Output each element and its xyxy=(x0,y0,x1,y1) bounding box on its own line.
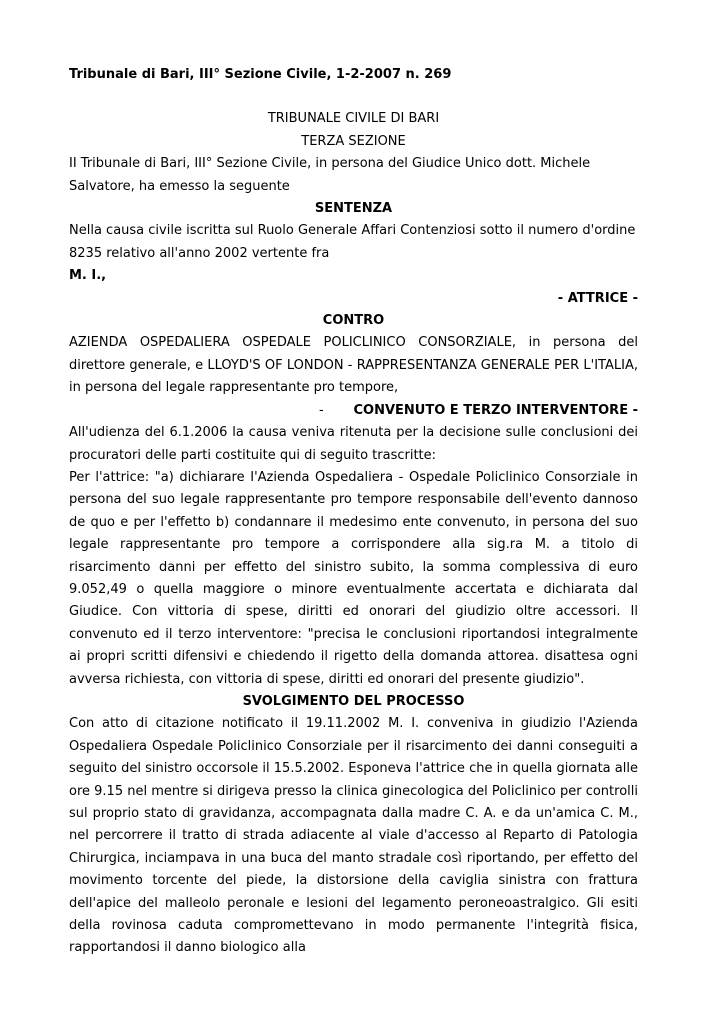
svolgimento-paragraph: Con atto di citazione notificato il 19.11.2002 M. I. conveniva in giudizio l'Azienda Ospedaliera Ospedale Policlinico Consorziale per il risarcimento dei danni conseguiti a seguito del sinistro occorsole il 15.5.2002. Esponeva l'attrice che in quella giornata alle ore 9.15 nel mentre si dirigeva presso la clinica ginecologica del Policlinico per controlli sul proprio stato di gravidanza, accompagnata dalla madre C. A. e da un'amica C. M., nel percorrere il tratto di strada adiacente al viale d'accesso al Reparto di Patologia Chirurgica, inciampava in una buca del manto stradale così riportando, per effetto del movimento torcente del piede, la distorsione della caviglia sinistra con frattura dell'apice del malleolo peronale e lesioni del legamento peroneoastralgico. Gli esiti della rovinosa caduta compromettevano in modo permanente l'integrità fisica, rapportandosi il danno biologico alla xyxy=(69,716,638,956)
case-intro: Nella causa civile iscritta sul Ruolo Generale Affari Contenziosi sotto il numero d'ordine 8235 relativo all'anno 2002 vertente fra xyxy=(69,223,636,261)
svolgimento-heading: SVOLGIMENTO DEL PROCESSO xyxy=(242,693,465,709)
contro-heading: CONTRO xyxy=(322,313,385,329)
defendant-role-dash: - xyxy=(319,402,324,418)
document-page xyxy=(69,64,638,960)
court-section: TERZA SEZIONE xyxy=(301,133,406,149)
court-name: TRIBUNALE CIVILE DI BARI xyxy=(267,111,440,127)
party-plaintiff: M. I., xyxy=(69,268,107,284)
defendant-role: CONVENUTO E TERZO INTERVENTORE - xyxy=(353,402,638,418)
conclusions-paragraph: Per l'attrice: "a) dichiarare I'Azienda Ospedaliera - Ospedale Policlinico Consorziale in persona del suo legale rappresentante pro tempore responsabile dell'evento dannoso de quo e per l'effetto b) condannare il medesimo ente convenuto, in persona del suo legale rappresentante pro tempore a corrispondere alla sig.ra M. a titolo di risarcimento danni per effetto del sinistro subito, la somma complessiva di euro 9.052,49 o quella maggiore o minore eventualmente accertata e dichiarata dal Giudice. Con vittoria di spese, diritti ed onorari del giudizio oltre accessori. Il convenuto ed il terzo interventore: "precisa le conclusioni riportandosi integralmente ai propri scritti difensivi e chiedendo il rigetto della domanda attorea. disattesa ogni avversa richiesta, con vittoria di spese, diritti ed onorari del presente giudizio". xyxy=(69,469,638,687)
hearing-paragraph: All'udienza del 6.1.2006 la causa veniva ritenuta per la decisione sulle conclusioni dei procuratori delle parti costituite qui di seguito trascritte: xyxy=(69,425,638,463)
court-intro: II Tribunale di Bari, III° Sezione Civile, in persona del Giudice Unico dott. Michele Salvatore, ha emesso la seguente xyxy=(69,156,591,194)
defendant-role-row xyxy=(69,400,638,422)
document-title: Tribunale di Bari, III° Sezione Civile, 1-2-2007 n. 269 xyxy=(69,67,452,82)
plaintiff-role: - ATTRICE - xyxy=(557,290,638,306)
sentenza-heading: SENTENZA xyxy=(314,201,393,217)
party-defendant: AZIENDA OSPEDALIERA OSPEDALE POLICLINICO CONSORZIALE, in persona del direttore generale, e LLOYD'S OF LONDON - RAPPRESENTANZA GENERALE PER L'ITALIA, in persona del legale rappresentante pro tempore, xyxy=(69,335,638,396)
